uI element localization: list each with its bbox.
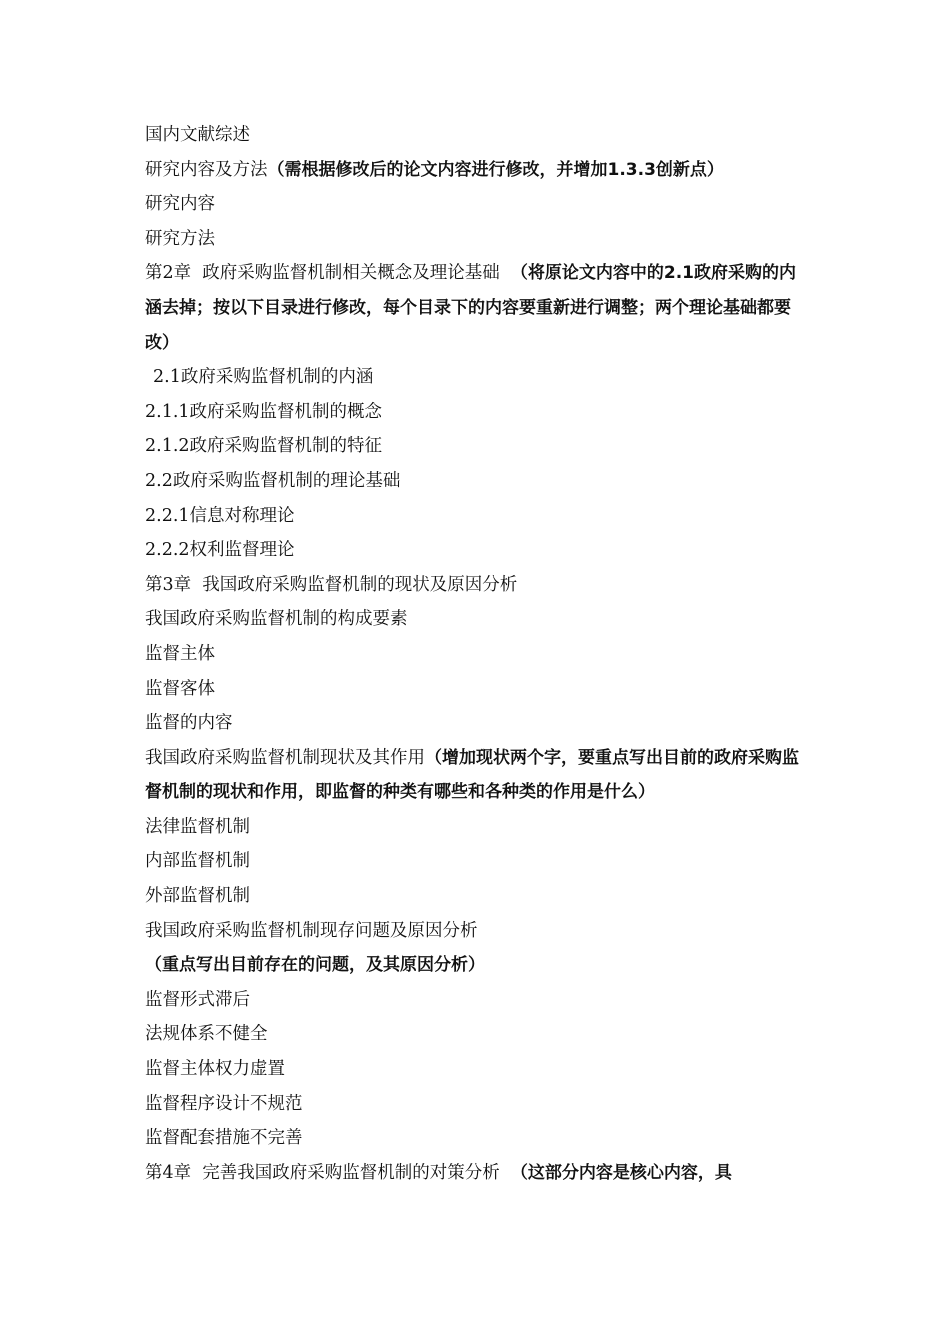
toc-line-domestic-literature — [145, 118, 810, 153]
toc-line-regulation-system — [145, 1017, 810, 1052]
toc-section-2-2-2 — [145, 533, 810, 568]
line-text: 外部监督机制 — [145, 886, 250, 907]
line-text: 国内文献综述 — [145, 125, 250, 145]
line-text: 监督程序设计不规范 — [145, 1093, 303, 1114]
line-text: 监督形式滞后 — [145, 989, 250, 1010]
revision-note: （这部分内容是核心内容，具 — [510, 1162, 732, 1183]
toc-line-supervision-subject — [145, 637, 810, 672]
line-text: 内部监督机制 — [145, 851, 250, 872]
toc-chapter-3-heading — [145, 568, 810, 603]
toc-line-research-content-method — [145, 153, 810, 188]
revision-note: （将原论文内容中的2.1政府采购的内涵去掉；按以下目录进行修改，每个目录下的内容要重新进行调整；两个理论基础都要改） — [145, 263, 797, 353]
line-text: 监督主体权力虚置 — [145, 1059, 285, 1080]
toc-section-2-2 — [145, 464, 810, 499]
toc-line-components — [145, 602, 810, 637]
toc-chapter-2-heading — [145, 256, 810, 360]
toc-section-2-1-2 — [145, 429, 810, 464]
line-text: 2.2.2权利监督理论 — [145, 540, 295, 561]
toc-section-2-2-1 — [145, 499, 810, 534]
revision-note: （重点写出目前存在的问题，及其原因分析） — [145, 955, 485, 976]
toc-line-external-supervision — [145, 879, 810, 914]
line-text: 2.2政府采购监督机制的理论基础 — [145, 470, 401, 491]
toc-line-supervision-content — [145, 706, 810, 741]
line-text: 监督的内容 — [145, 713, 233, 734]
toc-line-research-method — [145, 222, 810, 257]
toc-line-supporting-measures — [145, 1121, 810, 1156]
revision-note: （增加现状两个字，要重点写出目前的政府采购监督机制的现状和作用，即监督的种类有哪些和各种类的作用是什么） — [145, 747, 799, 803]
line-text: 我国政府采购监督机制现状及其作用 — [145, 747, 425, 768]
line-text: 监督主体 — [145, 643, 215, 664]
toc-line-internal-supervision — [145, 844, 810, 879]
chapter-title: 第3章 我国政府采购监督机制的现状及原因分析 — [145, 574, 518, 595]
document-body — [145, 118, 810, 1190]
line-text: 2.1政府采购监督机制的内涵 — [153, 367, 374, 388]
chapter-title: 第4章 完善我国政府采购监督机制的对策分析 — [145, 1162, 511, 1183]
line-text: 研究内容及方法 — [145, 159, 268, 180]
line-text: 法规体系不健全 — [145, 1024, 268, 1045]
toc-line-supervision-object — [145, 672, 810, 707]
line-text: 2.2.1信息对称理论 — [145, 505, 295, 526]
toc-section-2-1 — [145, 360, 810, 395]
toc-line-lagging-form — [145, 983, 810, 1018]
toc-line-legal-supervision — [145, 810, 810, 845]
toc-line-procedure-design — [145, 1087, 810, 1122]
line-text: 我国政府采购监督机制现存问题及原因分析 — [145, 920, 478, 941]
revision-note: （需根据修改后的论文内容进行修改，并增加1.3.3创新点） — [267, 159, 724, 180]
toc-chapter-4-heading — [145, 1156, 810, 1191]
line-text: 2.1.1政府采购监督机制的概念 — [145, 401, 383, 422]
line-text: 监督配套措施不完善 — [145, 1128, 303, 1149]
toc-line-research-content — [145, 187, 810, 222]
chapter-title: 第2章 政府采购监督机制相关概念及理论基础 — [145, 263, 511, 284]
line-text: 2.1.2政府采购监督机制的特征 — [145, 436, 383, 457]
toc-line-power-vacancy — [145, 1052, 810, 1087]
line-text: 我国政府采购监督机制的构成要素 — [145, 609, 408, 630]
line-text: 法律监督机制 — [145, 816, 250, 837]
toc-line-status-and-role — [145, 741, 810, 810]
toc-line-problems-analysis — [145, 914, 810, 983]
line-text: 研究内容 — [145, 194, 215, 215]
toc-section-2-1-1 — [145, 395, 810, 430]
line-text: 研究方法 — [145, 228, 215, 249]
line-text: 监督客体 — [145, 678, 215, 699]
